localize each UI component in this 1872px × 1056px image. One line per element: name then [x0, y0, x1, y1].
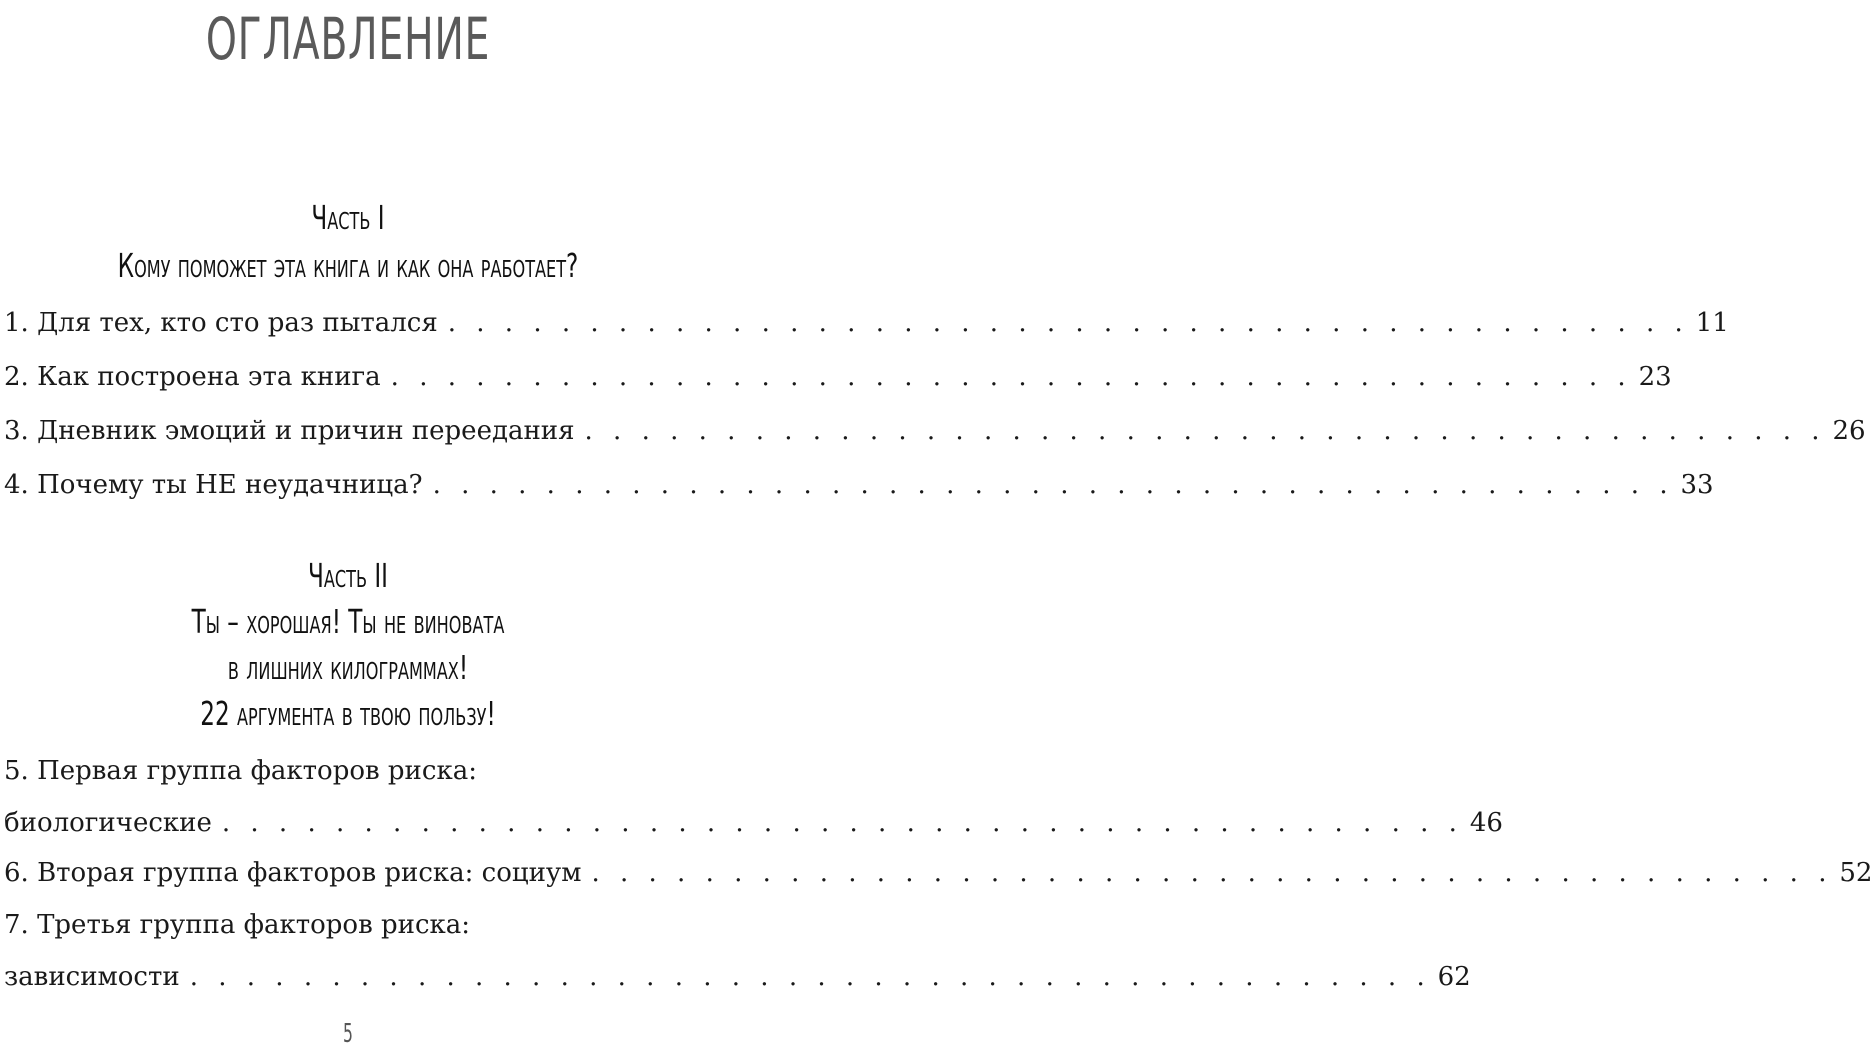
toc-entry-page: 11: [1695, 308, 1729, 338]
toc-entry-title-line: 7. Третья группа факторов риска:: [4, 910, 471, 940]
toc-entry-title: 4. Почему ты НЕ неудачница?: [4, 470, 423, 500]
toc-entry-4[interactable]: [4, 468, 1714, 502]
leader-dots: . . . . . . . . . . . . . . . . . . . . . . . . . . . . . . . . . . . . . . . . . . . .: [432, 470, 1674, 500]
leader-dots: . . . . . . . . . . . . . . . . . . . . . . . . . . . . . . . . . . . . . . . . . . . .: [390, 362, 1632, 392]
part-1-heading: Кому поможет эта книга и как она работает?: [117, 246, 579, 285]
toc-entry-page: 23: [1638, 362, 1672, 392]
toc-entry-6[interactable]: [4, 856, 1872, 890]
toc-entry-page: 46: [1469, 808, 1503, 838]
toc-entry-title: зависимости: [4, 962, 180, 992]
part-2-heading-line-3: 22 аргумента в твою пользу!: [200, 694, 496, 733]
toc-entry-3[interactable]: [4, 414, 1866, 448]
leader-dots: . . . . . . . . . . . . . . . . . . . . . . . . . . . . . . . . . . . . . . . . . . . .: [221, 808, 1463, 838]
toc-entry-title: 2. Как построена эта книга: [4, 362, 381, 392]
toc-entry-5[interactable]: [4, 754, 1503, 840]
toc-entry-title-line: 5. Первая группа факторов риска:: [4, 756, 477, 786]
leader-dots: . . . . . . . . . . . . . . . . . . . . . . . . . . . . . . . . . . . . . . . . . . . .: [584, 416, 1826, 446]
page-number: 5: [343, 1019, 353, 1049]
part-1-label: Часть I: [311, 198, 385, 237]
toc-entry-title: 6. Вторая группа факторов риска: социум: [4, 858, 582, 888]
toc-entry-1[interactable]: [4, 306, 1729, 340]
toc-entry-page: 62: [1437, 962, 1471, 992]
toc-entry-7[interactable]: [4, 908, 1471, 994]
toc-entry-page: 26: [1832, 416, 1866, 446]
leader-dots: . . . . . . . . . . . . . . . . . . . . . . . . . . . . . . . . . . . . . . . . . . . .: [591, 858, 1833, 888]
part-2-label: Часть II: [308, 556, 388, 595]
toc-entry-title: биологические: [4, 808, 212, 838]
part-2-heading-line-1: Ты – хорошая! Ты не виновата: [191, 602, 505, 641]
leader-dots: . . . . . . . . . . . . . . . . . . . . . . . . . . . . . . . . . . . . . . . . . . . .: [189, 962, 1431, 992]
toc-entry-title: 3. Дневник эмоций и причин переедания: [4, 416, 575, 446]
page-title: ОГЛАВЛЕНИЕ: [205, 5, 491, 73]
toc-entry-2[interactable]: [4, 360, 1672, 394]
part-2-heading-line-2: в лишних килограммах!: [227, 648, 469, 687]
toc-entry-title: 1. Для тех, кто сто раз пытался: [4, 308, 438, 338]
leader-dots: . . . . . . . . . . . . . . . . . . . . . . . . . . . . . . . . . . . . . . . . . . . .: [447, 308, 1689, 338]
toc-entry-page: 33: [1680, 470, 1714, 500]
toc-entry-page: 52: [1839, 858, 1872, 888]
